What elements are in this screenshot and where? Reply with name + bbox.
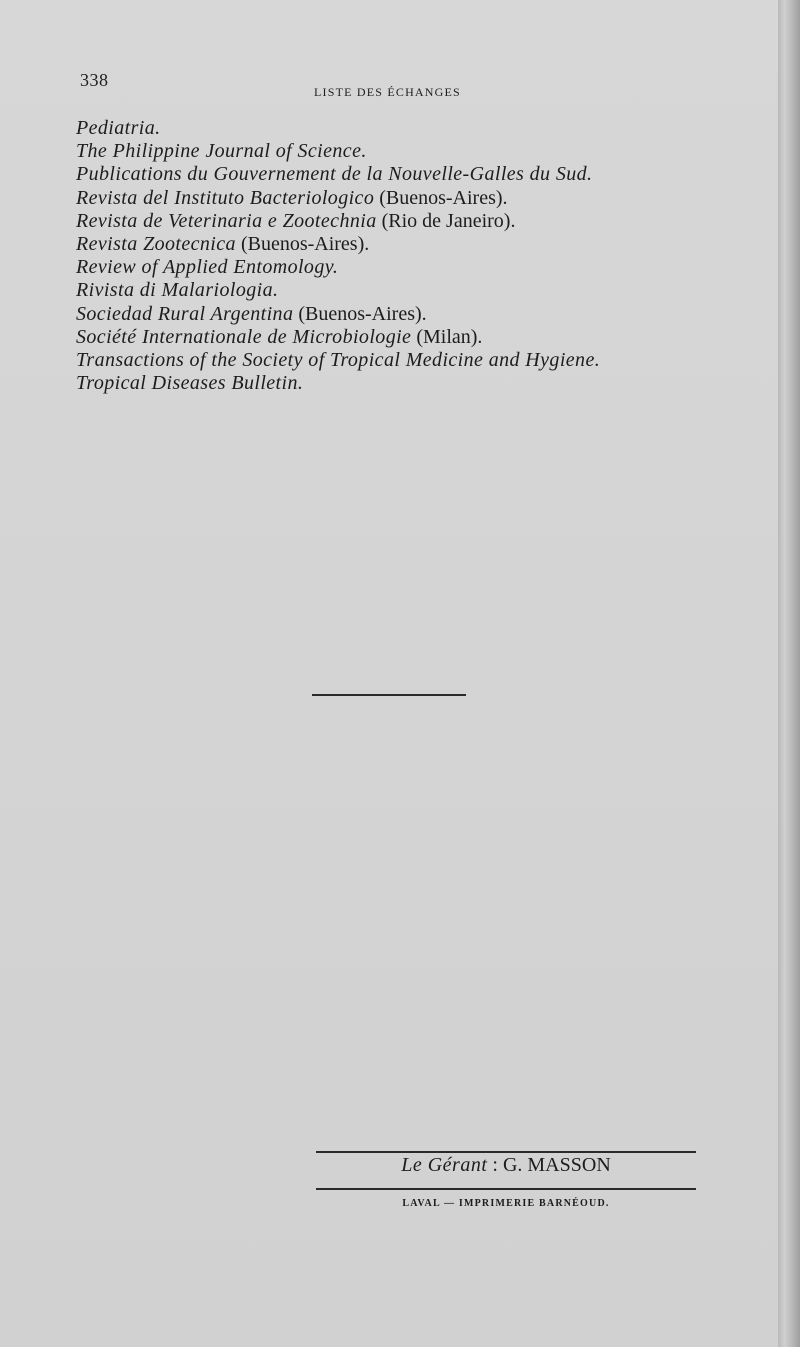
list-item [76,187,736,210]
entry-title: Tropical Diseases Bulletin. [76,372,304,395]
entry-title: Société Internationale de Microbiologie [76,325,412,348]
entry-title: Review of Applied Entomology. [76,256,339,279]
entry-title: Pediatria. [76,117,161,139]
footer-bottom-rule [316,1188,696,1190]
list-item [76,279,736,302]
page-number: 338 [80,70,109,90]
list-item [76,117,736,140]
list-item [76,140,736,163]
entry-title: Sociedad Rural Argentina [76,302,294,325]
entry-location: (Rio de Janeiro). [376,209,516,232]
running-head: LISTE DES ÉCHANGES [314,85,461,99]
entry-title: Revista de Veterinaria e Zootechnia [76,209,377,232]
entry-location: (Milan). [411,325,483,348]
entry-location: (Buenos-Aires). [293,302,427,325]
entry-title: Rivista di Malariologia. [76,279,279,302]
gerant-label: Le Gérant [401,1154,488,1176]
exchange-list [76,117,736,395]
gerant-line [316,1154,696,1177]
entry-title: The Philippine Journal of Science. [76,140,367,163]
list-item [76,163,736,186]
page-edge [778,0,800,1347]
entry-location: (Buenos-Aires). [235,233,370,256]
list-item [76,326,736,349]
list-item [76,210,736,233]
list-item [76,349,736,372]
section-divider [312,694,466,696]
list-item [76,256,736,279]
list-item [76,233,736,256]
entry-title: Publications du Gouvernement de la Nouvelle-Galles du Sud. [76,163,593,186]
list-item [76,372,736,395]
entry-title: Revista del Instituto Bacteriologico [76,186,375,209]
entry-title: Transactions of the Society of Tropical Medicine and Hygiene. [76,349,601,372]
printer-imprint: LAVAL — IMPRIMERIE BARNÉOUD. [402,1198,610,1209]
footer-top-rule [316,1151,696,1153]
entry-title: Revista Zootecnica [76,233,236,256]
entry-location: (Buenos-Aires). [374,186,508,209]
gerant-name: G. MASSON [502,1154,611,1176]
gerant-separator: : [487,1154,503,1176]
list-item [76,303,736,326]
